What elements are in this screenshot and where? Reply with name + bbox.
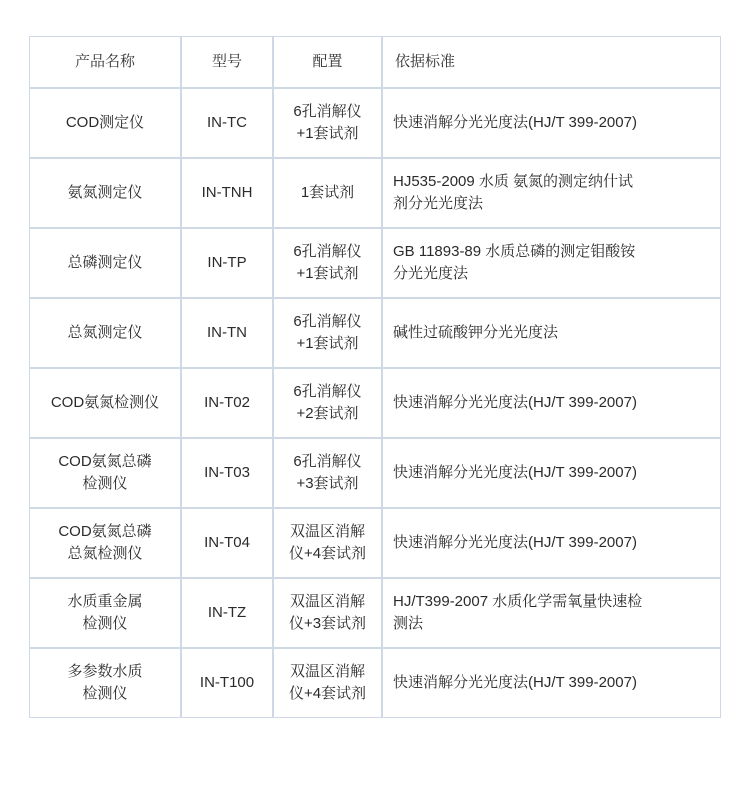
cell-config <box>273 438 382 508</box>
cell-standard <box>382 368 721 438</box>
cell-product-name <box>29 88 181 158</box>
text-line: 分光光度法 <box>393 265 469 282</box>
text-line: 水质重金属 <box>67 592 143 610</box>
column-header-product-name: 产品名称 <box>29 36 181 88</box>
text-line: COD氨氮总磷 <box>58 452 152 470</box>
table-header <box>29 36 721 88</box>
cell-product-name <box>29 158 181 228</box>
cell-product-name <box>29 508 181 578</box>
cell-product-name <box>29 298 181 368</box>
table-row <box>29 158 721 228</box>
cell-standard <box>382 158 721 228</box>
text-line: 6孔消解仪 <box>293 312 362 330</box>
text-line: HJ535-2009 水质 氨氮的测定纳什试 <box>393 172 634 190</box>
cell-product-name <box>29 578 181 648</box>
cell-config <box>273 368 382 438</box>
cell-model: IN-TN <box>181 298 273 368</box>
text-line: 快速消解分光光度法(HJ/T 399-2007) <box>393 463 637 481</box>
text-line: 仪+4套试剂 <box>288 685 367 702</box>
cell-product-name <box>29 368 181 438</box>
cell-standard <box>382 228 721 298</box>
column-header-config: 配置 <box>273 36 382 88</box>
text-line: 仪+3套试剂 <box>288 615 367 632</box>
column-header-standard: 依据标准 <box>382 36 721 88</box>
table-row <box>29 298 721 368</box>
cell-config <box>273 508 382 578</box>
cell-standard <box>382 298 721 368</box>
text-line: 剂分光光度法 <box>393 195 484 212</box>
text-line: 氨氮测定仪 <box>67 183 143 201</box>
text-line: 1套试剂 <box>300 183 355 201</box>
text-line: 总磷测定仪 <box>67 253 143 271</box>
text-line: 6孔消解仪 <box>293 242 362 260</box>
text-line: 6孔消解仪 <box>293 452 362 470</box>
cell-standard <box>382 508 721 578</box>
table-row <box>29 88 721 158</box>
cell-model: IN-T100 <box>181 648 273 718</box>
table-row <box>29 648 721 718</box>
cell-model: IN-TZ <box>181 578 273 648</box>
column-header-model: 型号 <box>181 36 273 88</box>
text-line: +1套试剂 <box>296 125 359 142</box>
cell-config <box>273 158 382 228</box>
cell-model: IN-T02 <box>181 368 273 438</box>
text-line: 检测仪 <box>82 615 128 632</box>
text-line: 仪+4套试剂 <box>288 545 367 562</box>
text-line: +1套试剂 <box>296 335 359 352</box>
table-header-row <box>29 36 721 88</box>
table-row <box>29 438 721 508</box>
text-line: 快速消解分光光度法(HJ/T 399-2007) <box>393 393 637 411</box>
text-line: 快速消解分光光度法(HJ/T 399-2007) <box>393 673 637 691</box>
cell-model: IN-T04 <box>181 508 273 578</box>
text-line: 双温区消解 <box>289 522 365 540</box>
cell-model: IN-TNH <box>181 158 273 228</box>
text-line: 检测仪 <box>82 475 128 492</box>
cell-model: IN-TP <box>181 228 273 298</box>
cell-standard <box>382 88 721 158</box>
text-line: +1套试剂 <box>296 265 359 282</box>
text-line: 测法 <box>393 615 424 632</box>
text-line: 快速消解分光光度法(HJ/T 399-2007) <box>393 113 637 131</box>
text-line: 快速消解分光光度法(HJ/T 399-2007) <box>393 533 637 551</box>
text-line: HJ/T399-2007 水质化学需氧量快速检 <box>393 592 643 610</box>
table-row <box>29 228 721 298</box>
product-spec-table <box>29 36 721 718</box>
text-line: 碱性过硫酸钾分光光度法 <box>393 323 559 341</box>
text-line: +2套试剂 <box>296 405 359 422</box>
table-row <box>29 508 721 578</box>
text-line: 总氮测定仪 <box>67 323 143 341</box>
cell-model: IN-T03 <box>181 438 273 508</box>
text-line: 6孔消解仪 <box>293 382 362 400</box>
table-row <box>29 368 721 438</box>
cell-product-name <box>29 228 181 298</box>
table-row <box>29 578 721 648</box>
cell-product-name <box>29 648 181 718</box>
cell-config <box>273 648 382 718</box>
text-line: COD氨氮检测仪 <box>50 393 160 411</box>
cell-config <box>273 298 382 368</box>
cell-product-name <box>29 438 181 508</box>
cell-standard <box>382 578 721 648</box>
text-line: 总氮检测仪 <box>67 545 143 562</box>
text-line: GB 11893-89 水质总磷的测定钼酸铵 <box>393 242 636 260</box>
cell-config <box>273 228 382 298</box>
text-line: COD测定仪 <box>65 113 145 131</box>
text-line: 多参数水质 <box>67 662 143 680</box>
cell-standard <box>382 648 721 718</box>
text-line: 双温区消解 <box>289 592 365 610</box>
text-line: 双温区消解 <box>289 662 365 680</box>
text-line: +3套试剂 <box>296 475 359 492</box>
text-line: 检测仪 <box>82 685 128 702</box>
text-line: COD氨氮总磷 <box>58 522 152 540</box>
cell-standard <box>382 438 721 508</box>
cell-config <box>273 88 382 158</box>
text-line: 6孔消解仪 <box>293 102 362 120</box>
table-body <box>29 88 721 718</box>
cell-model: IN-TC <box>181 88 273 158</box>
cell-config <box>273 578 382 648</box>
